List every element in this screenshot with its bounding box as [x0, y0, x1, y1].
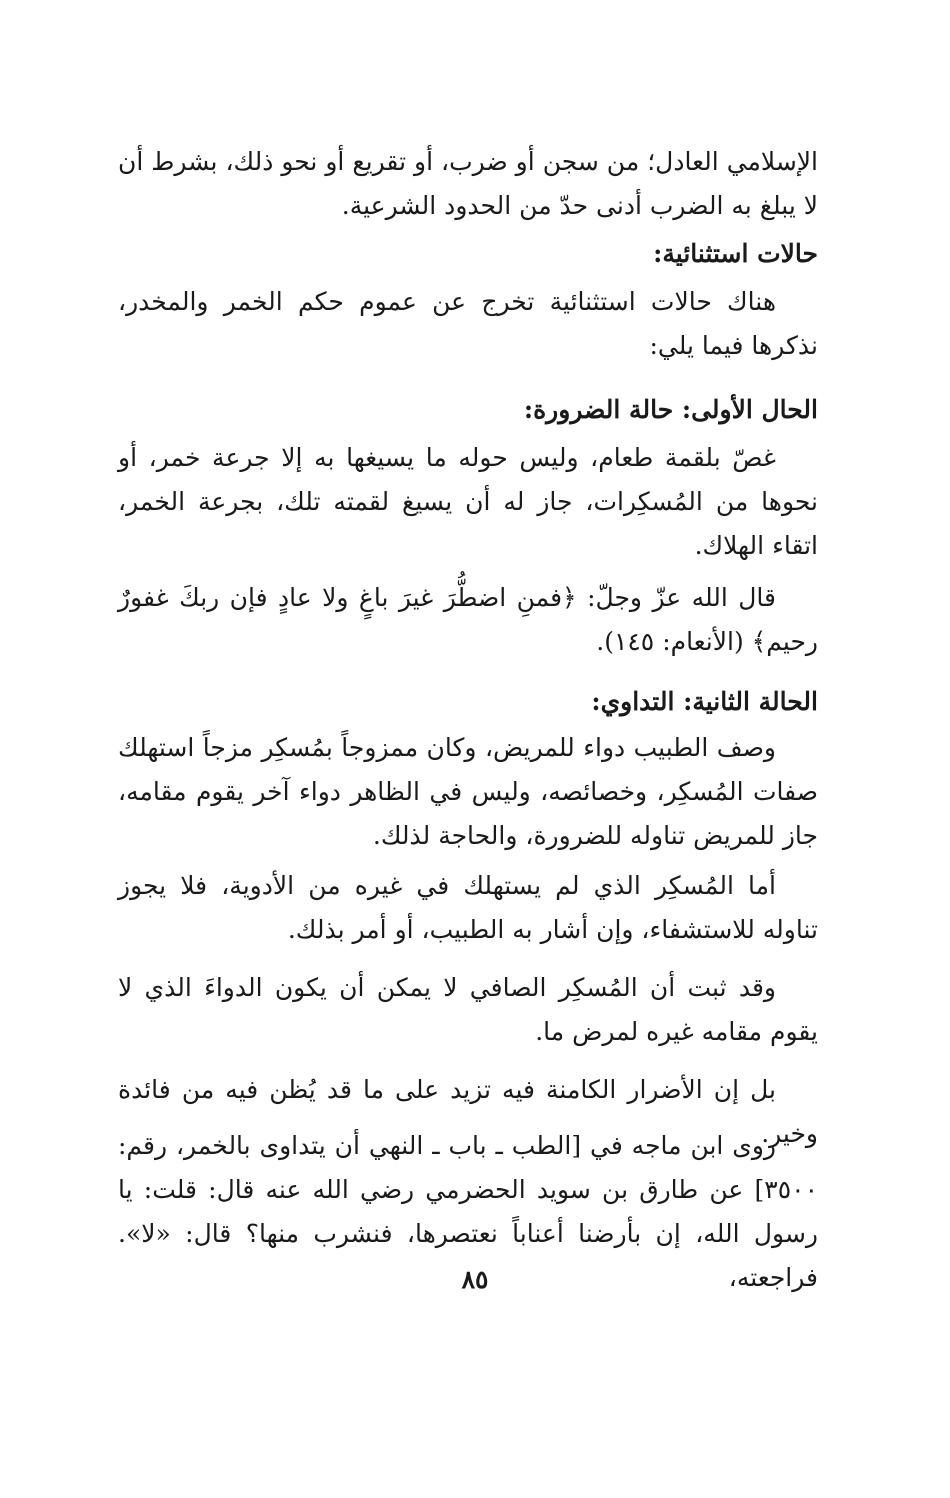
- paragraph-quran-verse: قال الله عزّ وجلّ: ﴿فمنِ اضطُّرَ غيرَ باغٍ ولا عادٍ فإن ربكَ غفورٌ رحيم﴾ (الأنعام: ١٤٥).: [118, 583, 818, 656]
- paragraph-exceptions-intro: هناك حالات استثنائية تخرج عن عموم حكم الخمر والمخدر، نذكرها فيما يلي:: [118, 287, 818, 360]
- paragraph-medication: وصف الطبيب دواء للمريض، وكان ممزوجاً بمُسكِر مزجاً استهلك صفات المُسكِر، وخصائصه، وليس في الظاهر دواء آخر يقوم مقامه، جاز للمريض تناوله للضرورة، والحاجة لذلك.: [118, 733, 818, 850]
- paragraph-pure-intoxicant: أما المُسكِر الذي لم يستهلك في غيره من الأدوية، فلا يجوز تناوله للاستشفاء، وإن أشار به الطبيب، أو أمر بذلك.: [118, 871, 818, 944]
- paragraph-necessity: غصّ بلقمة طعام، وليس حوله ما يسيغها به إلا جرعة خمر، أو نحوها من المُسكِرات، جاز له أن يسيغ لقمته تلك، بجرعة الخمر، اتقاء الهلاك.: [118, 443, 818, 560]
- paragraph-harms: بل إن الأضرار الكامنة فيه تزيد على ما قد يُظن فيه من فائدة وخير.: [118, 1075, 818, 1148]
- page-number: ٨٥: [461, 1265, 489, 1294]
- paragraph-continuation: الإسلامي العادل؛ من سجن أو ضرب، أو تقريع أو نحو ذلك، بشرط أن لا يبلغ به الضرب أدنى حدّ من الحدود الشرعية.: [118, 147, 818, 220]
- heading-exceptions: حالات استثنائية:: [653, 239, 818, 268]
- heading-case-medication: الحالة الثانية: التداوي:: [591, 687, 818, 716]
- paragraph-proven: وقد ثبت أن المُسكِر الصافي لا يمكن أن يكون الدواءَ الذي لا يقوم مقامه غيره لمرض ما.: [118, 973, 818, 1046]
- heading-case-necessity: الحال الأولى: حالة الضرورة:: [523, 395, 818, 424]
- paragraph-hadith: روى ابن ماجه في [الطب ـ باب ـ النهي أن يتداوى بالخمر، رقم: ٣٥٠٠] عن طارق بن سويد الحضرمي رضي الله عنه قال: قلت: يا رسول الله، إن بأرضنا أعناباً نعتصرها، فنشرب منها؟ قال: «لا». فراجعته،: [118, 1131, 818, 1292]
